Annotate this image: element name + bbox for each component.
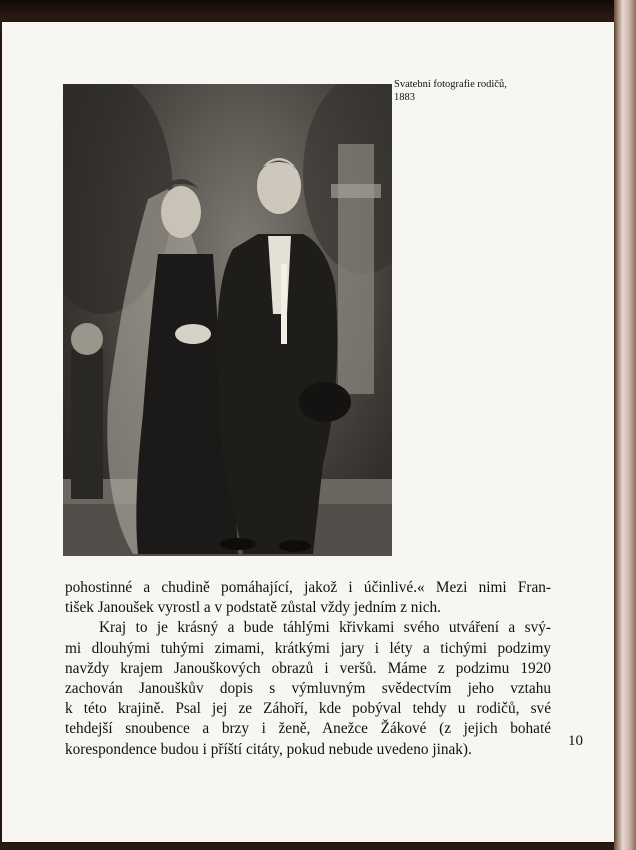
caption-line-2: 1883 [394, 92, 415, 103]
text-line: navždy krajem Janouškových obrazů i veršů. Máme z podzimu 1920 [65, 659, 551, 677]
caption-line-1: Svatební fotografie rodičů, [394, 79, 507, 90]
book-page [2, 22, 614, 842]
text-line: korespondence budou i příští citáty, pokud nebude uvedeno jinak). [65, 740, 472, 758]
text-line: zachován Janouškův dopis s výmluvným svědectvím jeho vztahu [65, 680, 551, 698]
text-line: tehdejší snoubence a brzy i ženě, Anežce Žákové (z jejich bohaté [65, 720, 551, 738]
page-number: 10 [568, 733, 583, 749]
text-line: mi dlouhými tuhými zimami, krátkými jary i léty a tichými podzimy [65, 639, 551, 657]
text-line: pohostinné a chudině pomáhající, jakož i účinlivé.« Mezi nimi Fran- [65, 579, 551, 596]
text-line: tišek Janoušek vyrostl a v podstatě zůstal vždy jedním z nich. [65, 599, 441, 617]
text-line: Kraj to je krásný a bude táhlými křivkami svého utváření a svý- [99, 619, 551, 637]
wedding-photograph [63, 84, 392, 556]
text-line: k této krajině. Psal jej ze Záhoří, kde pobýval tehdy u rodičů, své [65, 700, 551, 718]
photo-caption [394, 78, 594, 104]
wedding-photograph-illustration [63, 84, 392, 556]
book-edge [614, 0, 636, 850]
body-paragraph [65, 578, 551, 760]
